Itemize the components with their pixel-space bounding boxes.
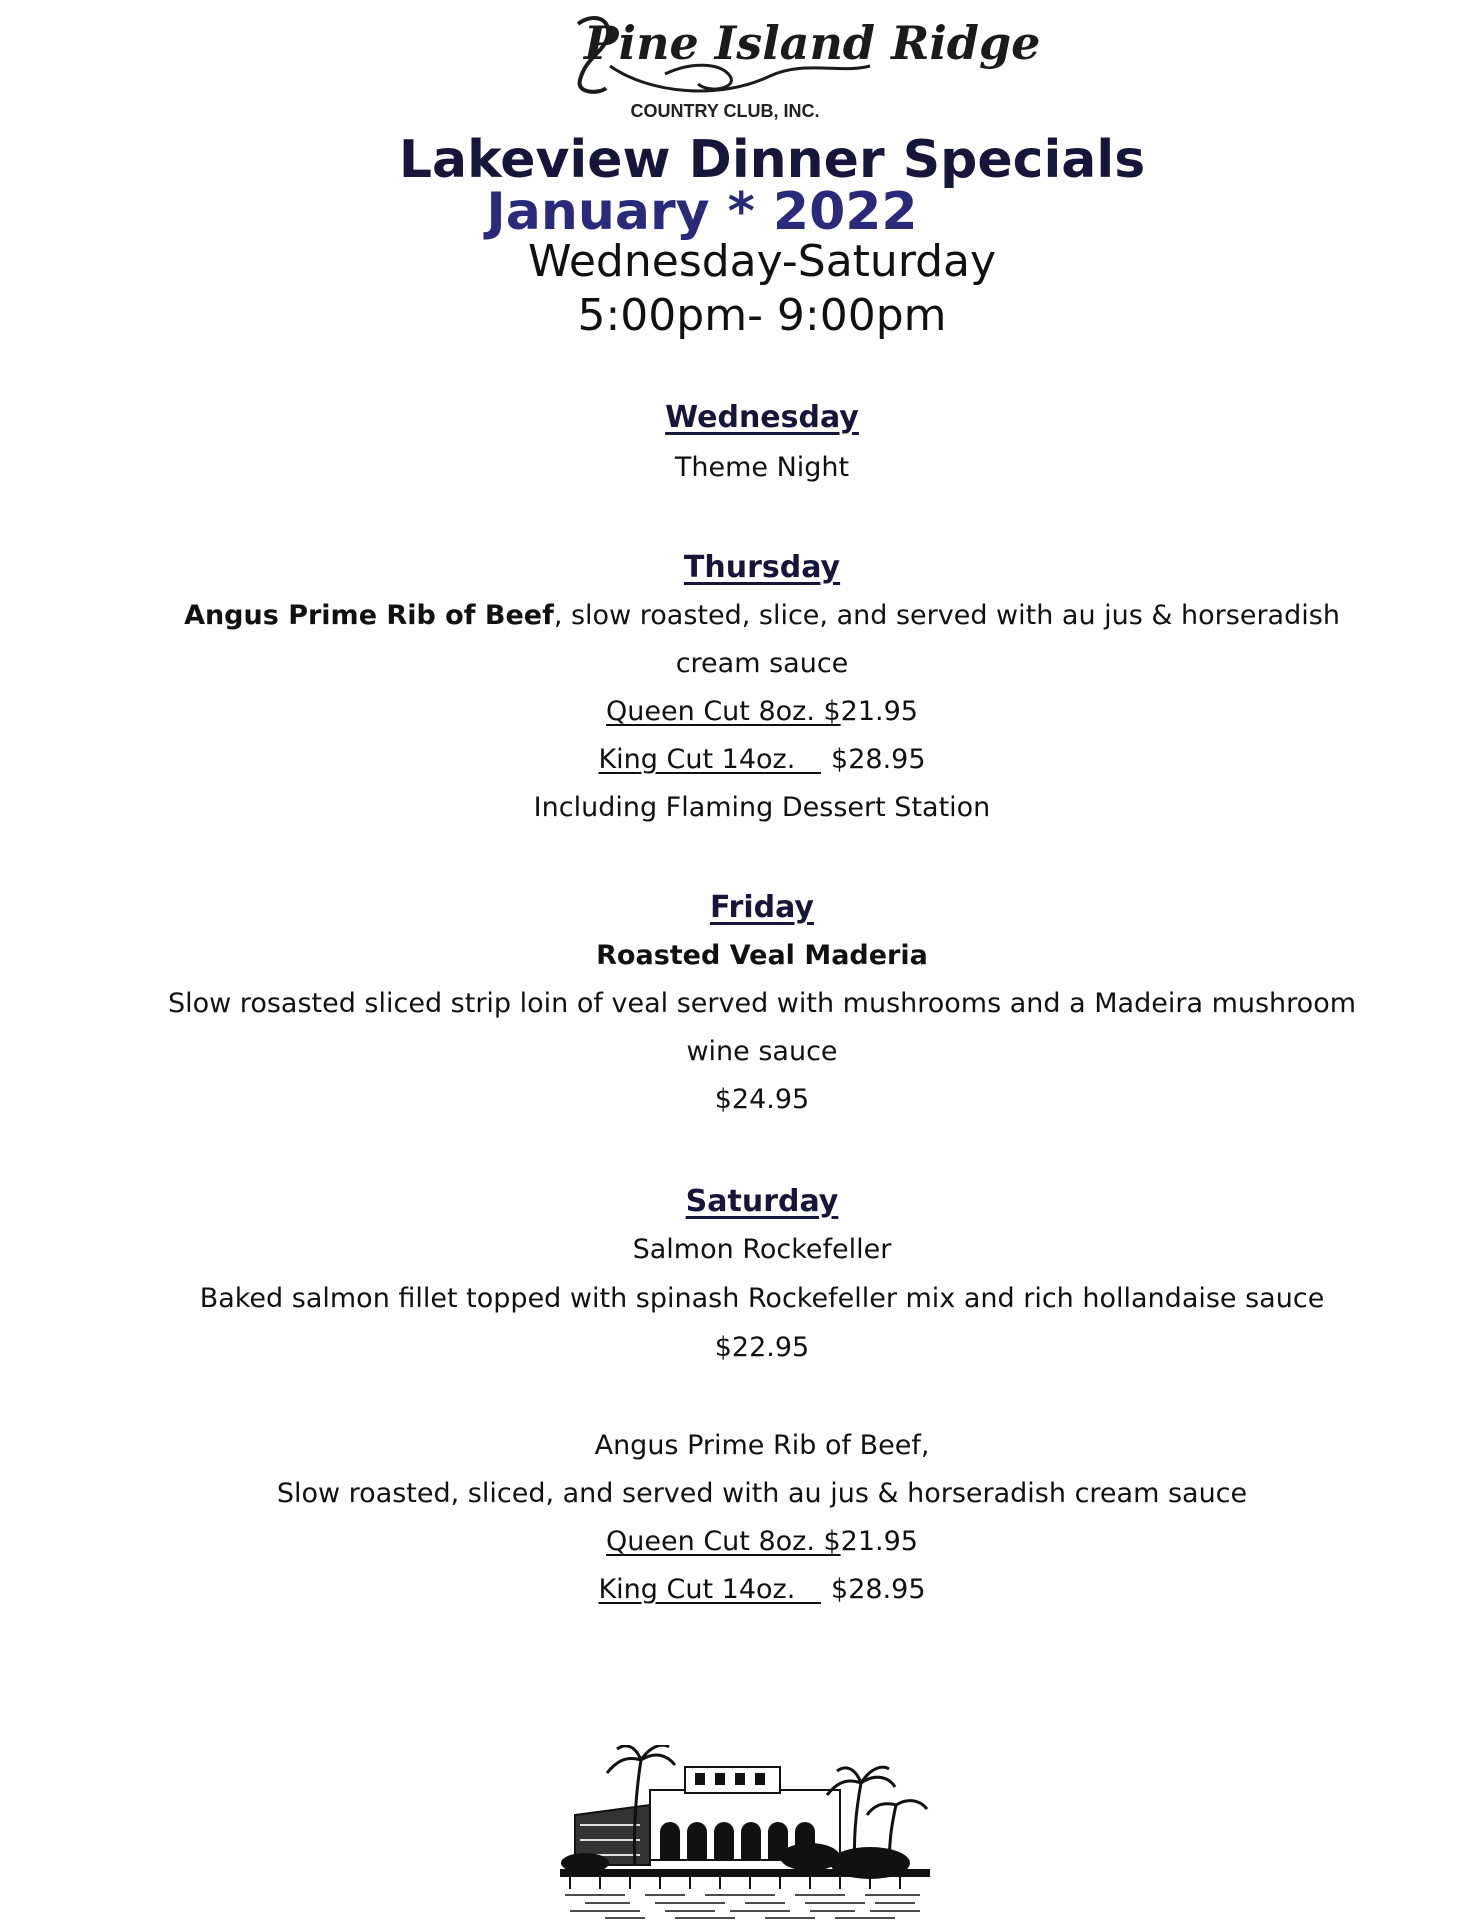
club-logo [570,4,1041,124]
queen-cut-label: Queen Cut 8oz. $ [606,696,841,727]
saturday-dish-name: Salmon Rockefeller [632,1234,892,1265]
month-heading: January * 2022 [486,182,918,242]
king-cut-label: King Cut 14oz. [598,744,822,775]
logo-wordmark: Pine Island Ridge [584,16,1041,70]
saturday-dish2-desc: Slow roasted, sliced, and served with au jus & horseradish cream sauce [276,1478,1248,1509]
thursday-queen-cut [20,696,1484,727]
friday-desc-1: Slow rosasted sliced strip loin of veal served with mushrooms and a Madeira mushroom [167,988,1357,1019]
thursday-dish-desc: , slow roasted, slice, and served with au jus & horseradish [553,600,1340,631]
days-heading: Wednesday-Saturday [527,236,997,287]
thursday-heading: Thursday [683,550,841,585]
thursday-dish-desc-2: cream sauce [675,648,849,679]
wednesday-text: Theme Night [674,452,850,483]
clubhouse-illustration [555,1745,935,1920]
queen-cut-price: 21.95 [840,696,918,727]
friday-price: $24.95 [714,1084,810,1115]
saturday-queen-cut [20,1526,1484,1557]
saturday-heading: Saturday [685,1184,839,1219]
page-title: Lakeview Dinner Specials [398,130,1146,190]
king-cut-label: King Cut 14oz. [598,1574,822,1605]
queen-cut-label: Queen Cut 8oz. $ [606,1526,841,1557]
logo-subtitle: COUNTRY CLUB, INC. [630,101,820,121]
saturday-desc: Baked salmon fillet topped with spinash Rockefeller mix and rich hollandaise sauce [199,1283,1325,1314]
wednesday-heading: Wednesday [665,400,859,435]
saturday-price: $22.95 [714,1332,810,1363]
saturday-dish2-name: Angus Prime Rib of Beef, [594,1430,930,1461]
friday-desc-2: wine sauce [686,1036,838,1067]
friday-dish-name: Roasted Veal Maderia [596,940,928,971]
queen-cut-price: 21.95 [840,1526,918,1557]
thursday-king-cut [20,744,1484,775]
king-cut-price: $28.95 [831,744,926,775]
thursday-note: Including Flaming Dessert Station [533,792,991,823]
hours-heading: 5:00pm- 9:00pm [577,290,947,341]
king-cut-price: $28.95 [831,1574,926,1605]
friday-heading: Friday [709,890,814,925]
saturday-king-cut [20,1574,1484,1605]
thursday-dish-line [20,600,1484,631]
thursday-dish-name: Angus Prime Rib of Beef [184,600,554,631]
